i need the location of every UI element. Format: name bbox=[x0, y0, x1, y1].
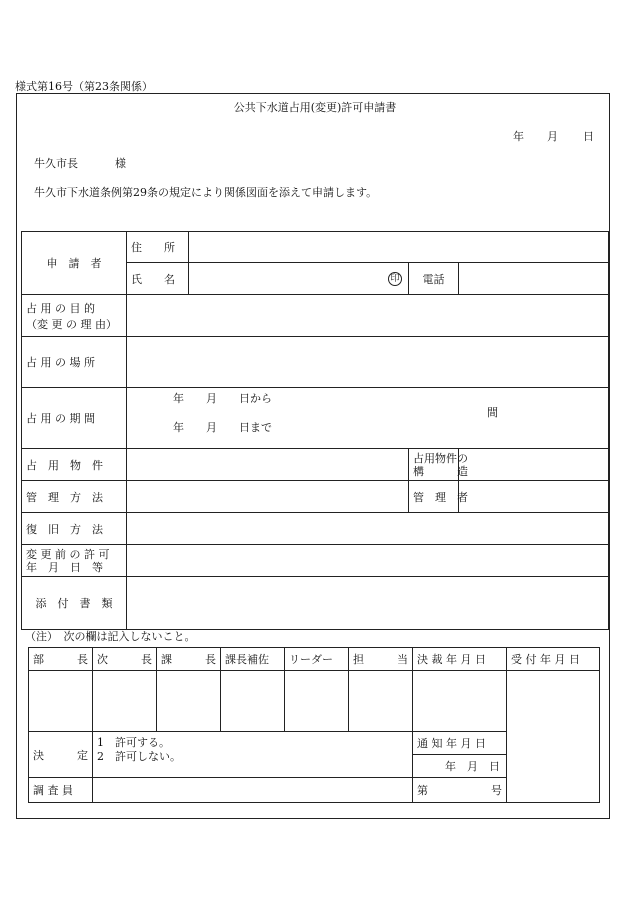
purpose-label bbox=[22, 295, 127, 337]
addressee: 牛久市長 bbox=[34, 157, 78, 170]
stamp-jicho[interactable] bbox=[93, 671, 157, 732]
notice-date-label: 通 知 年 月 日 bbox=[413, 732, 507, 755]
period-field[interactable] bbox=[127, 388, 609, 449]
application-table bbox=[21, 231, 609, 630]
place-field[interactable] bbox=[127, 337, 609, 388]
object-label: 占 用 物 件 bbox=[22, 449, 127, 481]
note-text: （注） 次の欄は記入しないこと。 bbox=[25, 630, 196, 643]
prev-permit-label-line1: 変 更 前 の 許 可 bbox=[26, 547, 110, 561]
date-year: 年 bbox=[513, 130, 524, 143]
permit-number bbox=[413, 778, 507, 803]
restoration-label: 復 旧 方 法 bbox=[22, 513, 127, 545]
restoration-field[interactable] bbox=[127, 513, 609, 545]
stamp-kacho-hosa[interactable] bbox=[221, 671, 285, 732]
number-prefix: 第 bbox=[417, 784, 428, 797]
stamp-uketsuke-date[interactable] bbox=[507, 671, 600, 803]
form-number: 様式第16号（第23条関係） bbox=[15, 80, 153, 93]
structure-label bbox=[409, 449, 468, 481]
stamp-kacho[interactable] bbox=[157, 671, 221, 732]
period-kanji: 間 bbox=[487, 406, 498, 419]
management-method-field[interactable] bbox=[127, 481, 409, 513]
address-field[interactable] bbox=[189, 232, 609, 263]
decision-options bbox=[93, 732, 413, 778]
stamp-kessai-date[interactable] bbox=[413, 671, 507, 732]
prev-permit-label-line2: 年 月 日 等 bbox=[26, 560, 103, 574]
header-leader: リーダー bbox=[285, 648, 349, 671]
name-label: 氏 名 bbox=[127, 263, 189, 295]
notice-date-value: 年 月 日 bbox=[413, 755, 507, 778]
structure-label-line1: 占用物件の bbox=[413, 451, 468, 465]
header-kacho: 課 長 bbox=[157, 648, 221, 671]
structure-field[interactable] bbox=[459, 449, 609, 481]
seal-icon: 印 bbox=[388, 272, 402, 286]
attachments-field[interactable] bbox=[127, 577, 609, 630]
period-label: 占 用 の 期 間 bbox=[22, 388, 127, 449]
period-from: 年 月 日から bbox=[173, 392, 272, 405]
manager-field[interactable] bbox=[459, 481, 609, 513]
stamp-bucho[interactable] bbox=[29, 671, 93, 732]
office-use-table bbox=[28, 647, 600, 803]
honorific: 様 bbox=[115, 157, 126, 170]
header-kessai-date: 決 裁 年 月 日 bbox=[413, 648, 507, 671]
management-method-label: 管 理 方 法 bbox=[22, 481, 127, 513]
header-tanto: 担 当 bbox=[349, 648, 413, 671]
intro-text: 牛久市下水道条例第29条の規定により関係図面を添えて申請します。 bbox=[34, 186, 378, 199]
header-bucho: 部 長 bbox=[29, 648, 93, 671]
address-label: 住 所 bbox=[127, 232, 189, 263]
header-uketsuke-date: 受 付 年 月 日 bbox=[507, 648, 600, 671]
place-label: 占 用 の 場 所 bbox=[22, 337, 127, 388]
number-suffix: 号 bbox=[491, 784, 502, 797]
name-field[interactable] bbox=[189, 263, 409, 295]
prev-permit-field[interactable] bbox=[127, 545, 609, 577]
phone-label: 電話 bbox=[409, 263, 459, 295]
applicant-label: 申 請 者 bbox=[22, 232, 127, 295]
investigator-label: 調 査 員 bbox=[29, 778, 93, 803]
decision-option-approve: 1 許可する。 bbox=[97, 736, 170, 749]
purpose-label-line2: （変 更 の 理 由） bbox=[26, 317, 117, 331]
purpose-label-line1: 占 用 の 目 的 bbox=[26, 301, 95, 315]
purpose-field[interactable] bbox=[127, 295, 609, 337]
investigator-field[interactable] bbox=[93, 778, 413, 803]
header-kacho-hosa: 課長補佐 bbox=[221, 648, 285, 671]
header-jicho: 次 長 bbox=[93, 648, 157, 671]
prev-permit-label bbox=[22, 545, 127, 577]
date-day: 日 bbox=[583, 130, 594, 143]
decision-label: 決 定 bbox=[29, 732, 93, 778]
form-title: 公共下水道占用(変更)許可申請書 bbox=[233, 101, 397, 114]
object-field[interactable] bbox=[127, 449, 409, 481]
manager-label: 管 理 者 bbox=[409, 481, 459, 513]
stamp-tanto[interactable] bbox=[349, 671, 413, 732]
attachments-label: 添 付 書 類 bbox=[22, 577, 127, 630]
period-to: 年 月 日まで bbox=[173, 421, 272, 434]
stamp-leader[interactable] bbox=[285, 671, 349, 732]
structure-label-line2: 構 造 bbox=[413, 464, 468, 478]
date-month: 月 bbox=[547, 130, 558, 143]
phone-field[interactable] bbox=[459, 263, 609, 295]
decision-option-deny: 2 許可しない。 bbox=[97, 750, 181, 763]
